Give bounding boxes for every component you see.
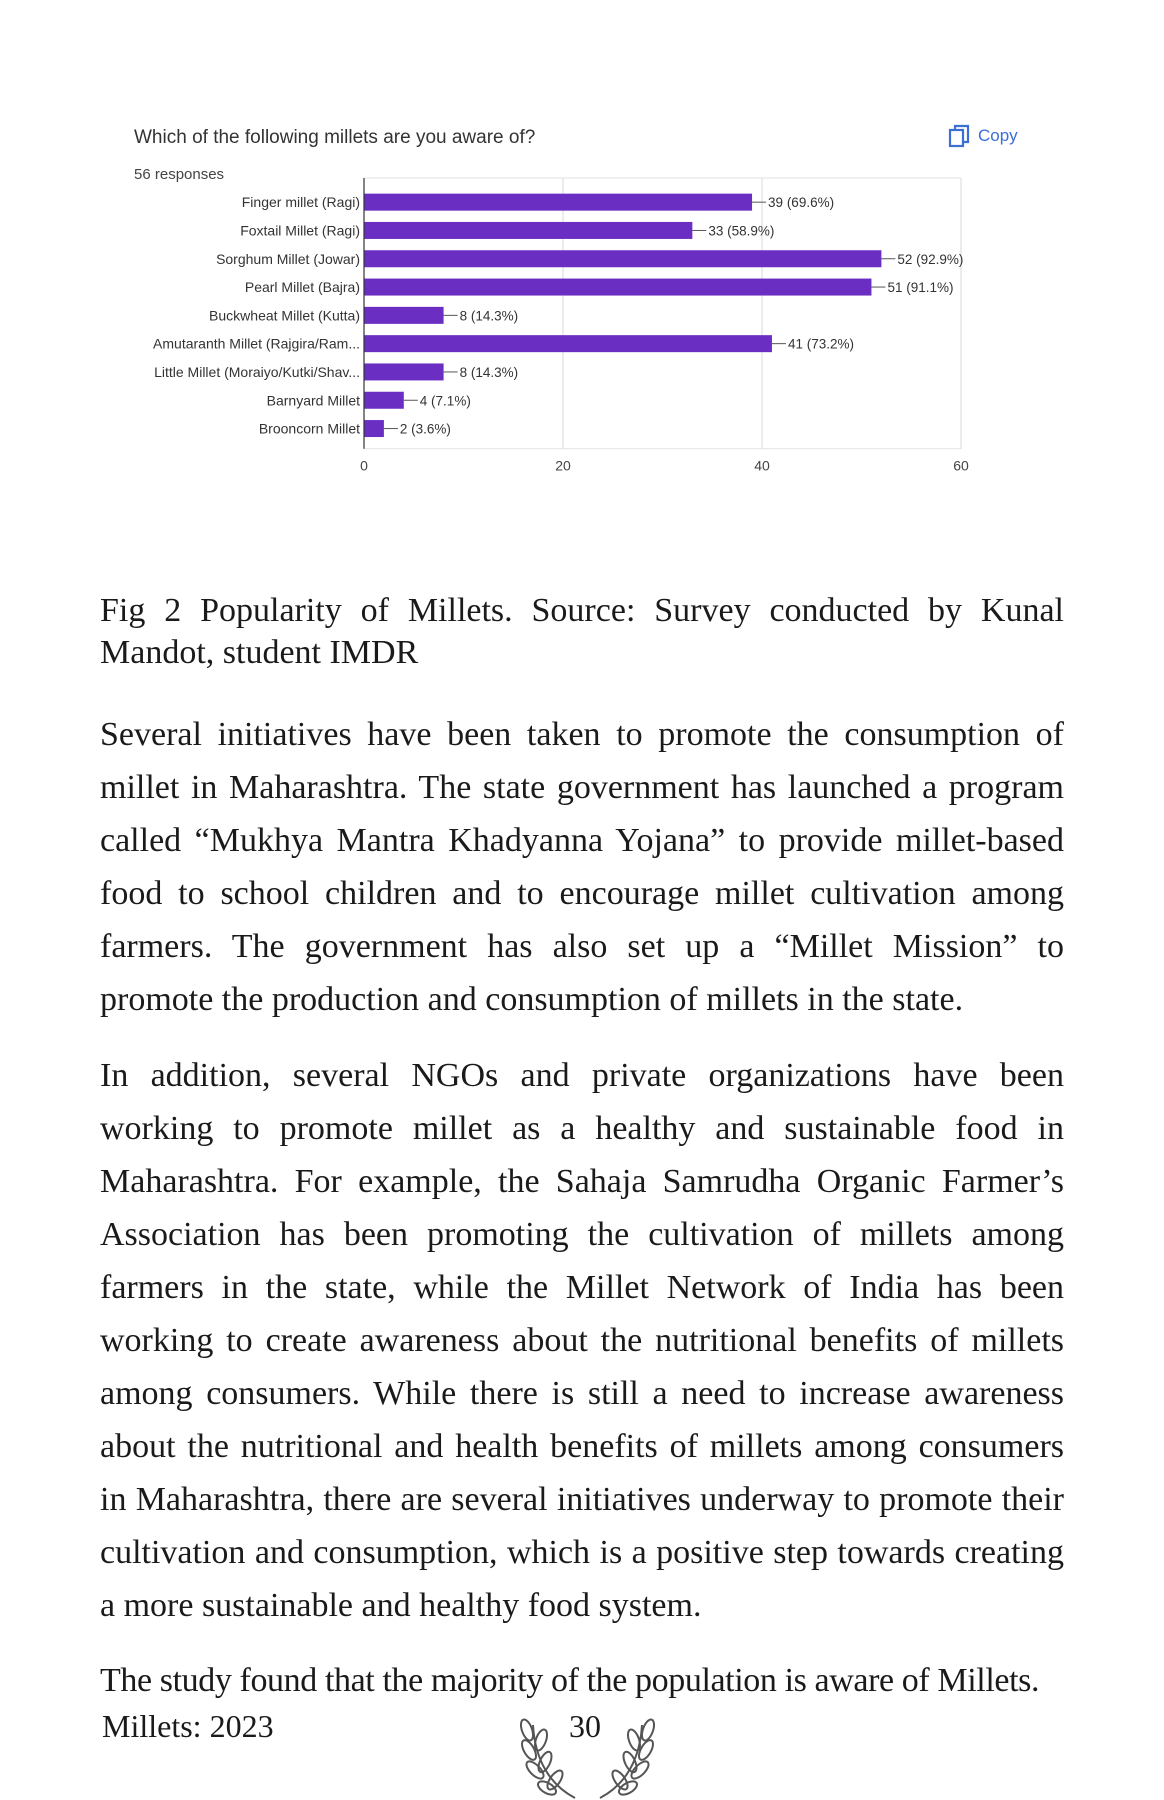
value-label: 41 (73.2%) [787, 336, 854, 352]
value-label: 8 (14.3%) [459, 308, 519, 324]
value-label: 33 (58.9%) [708, 223, 775, 239]
bar [364, 250, 881, 267]
paragraph-ngos: In addition, several NGOs and private organizations have been working to promote millet as a healthy and sustainable food in Maharashtra. For example, the Sahaja Samrudha Organic Farmer’s Association has been promoting the cultivation of millets among farmers in the state, while the Millet Network of India has been working to create awareness about the nutritional benefits of millets among consumers. While there is still a need to increase awareness about the nutritional and health benefits of millets among consumers in Maharashtra, there are several initiatives underway to promote their cultivation and consumption, which is a positive step towards creating a more sustainable and healthy food system. [100, 1057, 1064, 1624]
laurel-wreath-icon [590, 1710, 670, 1800]
bar [364, 392, 404, 409]
category-label: Pearl Millet (Bajra) [244, 279, 360, 296]
category-label: Sorghum Millet (Jowar) [216, 250, 360, 267]
bar [364, 363, 444, 380]
footer-book-title: Millets: 2023 [102, 1708, 274, 1744]
value-label: 4 (7.1%) [419, 393, 471, 409]
paragraph-initiatives: Several initiatives have been taken to promote the consumption of millet in Maharashtra. The state government has launched a program called “Mukhya Mantra Khadyanna Yojana” to provide millet-based food to school children and to encourage millet cultivation among farmers. The government has also set up a “Millet Mission” to promote the production and consumption of millets in the state. [100, 716, 1064, 1018]
value-label: 51 (91.1%) [887, 280, 954, 296]
page-number: 30 [569, 1708, 601, 1744]
copy-button[interactable] [948, 124, 1018, 148]
x-tick-label: 60 [953, 457, 969, 474]
category-label: Brooncorn Millet [258, 420, 360, 437]
copy-icon [948, 124, 970, 148]
x-tick-label: 20 [555, 457, 571, 474]
value-label: 2 (3.6%) [399, 421, 451, 437]
bar [364, 420, 384, 437]
value-label: 52 (92.9%) [897, 251, 964, 267]
category-label: Buckwheat Millet (Kutta) [209, 307, 360, 324]
bar [364, 335, 772, 352]
value-label: 39 (69.6%) [768, 195, 835, 211]
figure-caption: Fig 2 Popularity of Millets. Source: Survey conducted by Kunal Mandot, student IMDR [100, 592, 1064, 671]
survey-chart-panel [120, 112, 1050, 522]
category-label: Barnyard Millet [266, 392, 360, 409]
category-label: Foxtail Millet (Ragi) [240, 222, 360, 239]
copy-label: Copy [978, 126, 1018, 145]
category-label: Amutaranth Millet (Rajgira/Ram... [153, 335, 360, 352]
bar [364, 194, 752, 211]
value-label: 8 (14.3%) [459, 364, 519, 380]
paragraph-study-finding: The study found that the majority of the population is aware of Millets. [100, 1662, 1040, 1699]
bar [364, 307, 444, 324]
bar-chart [120, 112, 1050, 522]
category-label: Little Millet (Moraiyo/Kutki/Shav... [154, 363, 360, 380]
bar [364, 222, 692, 239]
response-count: 56 responses [134, 166, 225, 183]
chart-question: Which of the following millets are you aware of? [134, 127, 536, 148]
x-tick-label: 40 [754, 457, 770, 474]
category-label: Finger millet (Ragi) [241, 194, 360, 211]
x-tick-label: 0 [360, 457, 368, 474]
bar [364, 279, 871, 296]
